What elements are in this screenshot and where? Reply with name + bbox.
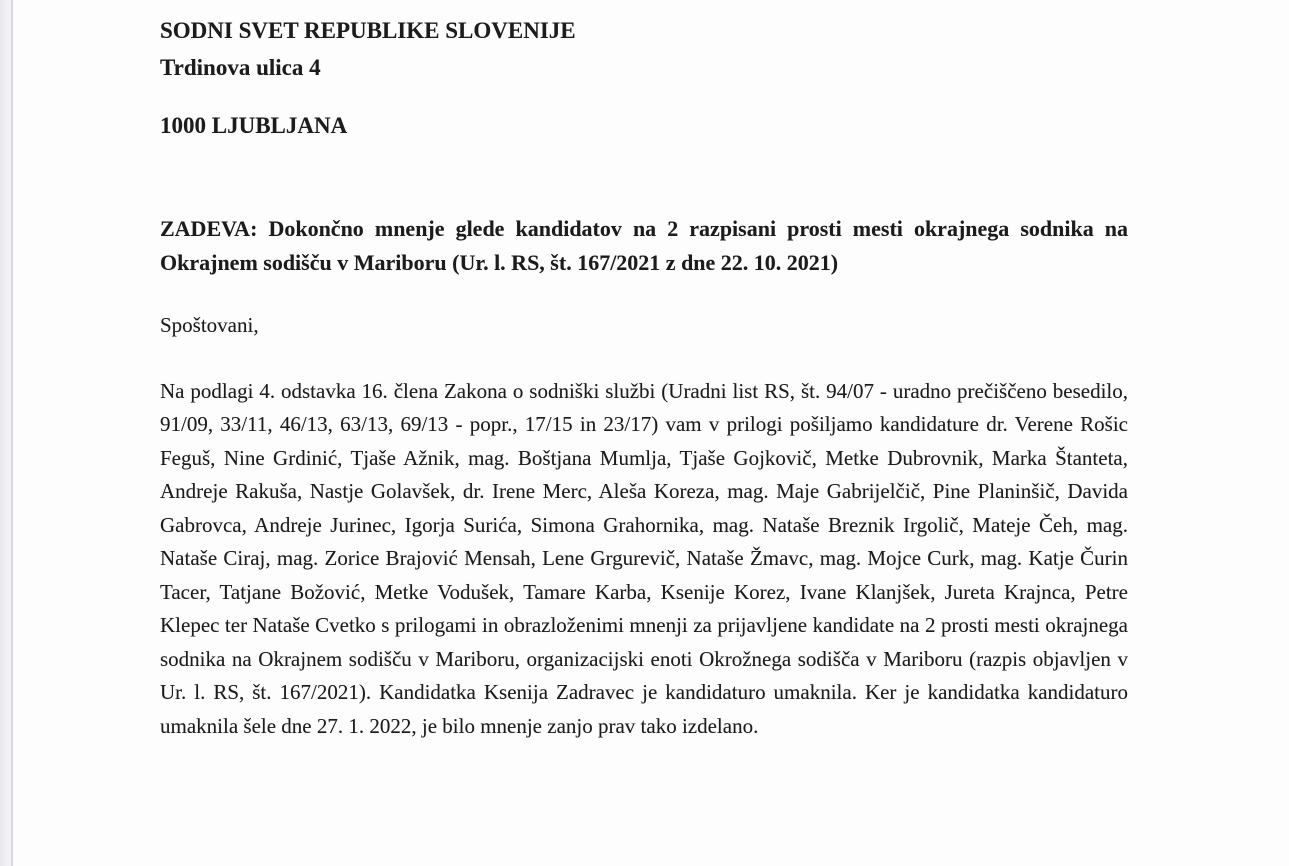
scan-edge-shadow (0, 0, 11, 866)
body-paragraph: Na podlagi 4. odstavka 16. člena Zakona o sodniški službi (Uradni list RS, št. 94/07 - uradno prečiščeno besedilo, 91/09, 33/11, 46/13, 63/13, 69/13 - popr., 17/15 in 23/17) vam v prilogi pošiljamo kandidature dr. Verene Rošic Feguš, Nine Grdinić, Tjaše Ažnik, mag. Boštjana Mumlja, Tjaše Gojkovič, Metke Dubrovnik, Marka Štanteta, Andreje Rakuša, Nastje Golavšek, dr. Irene Merc, Aleša Koreza, mag. Maje Gabrijelčič, Pine Planinšič, Davida Gabrovca, Andreje Jurinec, Igorja Surića, Simona Grahornika, mag. Nataše Breznik Irgolič, Mateje Čeh, mag. Nataše Ciraj, mag. Zorice Brajović Mensah, Lene Grgurevič, Nataše Žmavc, mag. Mojce Curk, mag. Katje Čurin Tacer, Tatjane Božović, Metke Vodušek, Tamare Karba, Ksenije Korez, Ivane Klanjšek, Jureta Krajnca, Petre Klepec ter Nataše Cvetko s prilogami in obrazloženimi mnenji za prijavljene kandidate na 2 prosti mesti okrajnega sodnika na Okrajnem sodišču v Mariboru, organizacijski enoti Okrožnega sodišča v Mariboru (razpis objavljen v Ur. l. RS, št. 167/2021). Kandidatka Ksenija Zadravec je kandidaturo umaknila. Ker je kandidatka kandidaturo umaknila šele dne 27. 1. 2022, je bilo mnenje zanjo prav tako izdelano. (160, 379, 1128, 738)
salutation: Spoštovani, (160, 313, 259, 337)
sender-city: 1000 LJUBLJANA (160, 113, 348, 138)
sender-name: SODNI SVET REPUBLIKE SLOVENIJE (160, 18, 576, 43)
sender-street: Trdinova ulica 4 (160, 55, 321, 80)
scan-edge-line (11, 0, 13, 866)
subject-line: ZADEVA: Dokončno mnenje glede kandidatov na 2 razpisani prosti mesti okrajnega sodnika na Okrajnem sodišču v Mariboru (Ur. l. RS, št. 167/2021 z dne 22. 10. 2021) (160, 216, 1128, 275)
